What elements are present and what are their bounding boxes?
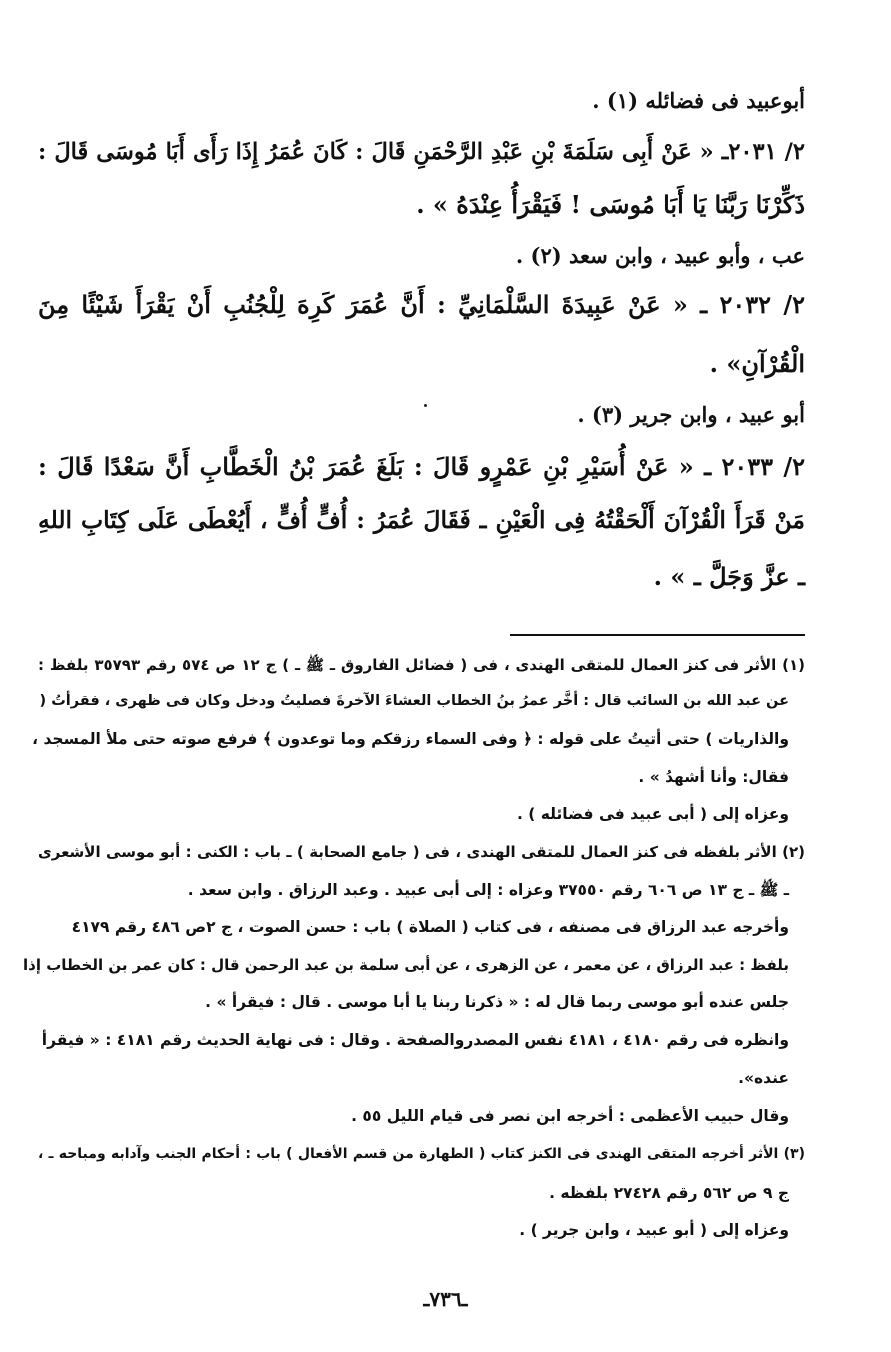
footnote-separator [510, 634, 805, 636]
footnote-1-line: والذاريات ) حتى أتيتُ على قوله : ﴿ وفى السماء رزقكم وما توعدون ﴾ فرفع صوته حتى ملأ المسجد ، [32, 730, 789, 748]
footnote-2-line: جلس عنده أبو موسى ربما قال له : « ذكرنا ربنا يا أبا موسى . قال : فيقرأ » . [205, 993, 789, 1011]
hadith-2033-line: ـ عزَّ وَجَلَّ ـ » . [653, 562, 805, 591]
main-text-line: أبو عبيد ، وابن جرير (٣) . [577, 402, 805, 427]
hadith-2031-line: ذَكِّرْنَا رَبَّنَا يَا أَبَا مُوسَى ! فَيَقْرَأُ عِنْدَهُ » . [416, 190, 805, 219]
footnote-2-line: وأخرجه عبد الرزاق فى مصنفه ، فى كتاب ( الصلاة ) باب : حسن الصوت ، ج ٢ص ٤٨٦ رقم ٤١٧٩ [71, 918, 789, 936]
footnote-2-line: وقال حبيب الأعظمى : أخرجه ابن نصر فى قيام الليل ٥٥ . [351, 1107, 789, 1125]
footnote-2-line: بلفظ : عبد الرزاق ، عن معمر ، عن الزهرى ، عن أبى سلمة بن عبد الرحمن قال : كان عمر بن الخطاب إذا [23, 956, 789, 974]
main-text-line: أبوعبيد فى فضائله (١) . [592, 88, 805, 113]
footnote-3-line: وعزاه إلى ( أبو عبيد ، وابن جرير ) . [519, 1221, 789, 1239]
footnote-3-line: ج ٩ ص ٥٦٢ رقم ٢٧٤٢٨ بلفظه . [549, 1184, 789, 1202]
page-number: ـ٧٣٦ـ [423, 1287, 468, 1311]
footnote-1-line: فقال: وأنا أشهدُ » . [638, 768, 789, 786]
footnote-1-line: وعزاه إلى ( أبى عبيد فى فضائله ) . [517, 805, 789, 823]
footnote-2-line: ـ ﷺ ـ ج ١٣ ص ٦٠٦ رقم ٣٧٥٥٠ وعزاه : إلى أبى عبيد . وعبد الرزاق . وابن سعد . [187, 881, 789, 899]
hadith-2032-line: ٢/ ٢٠٣٢ ـ « عَنْ عَبِيدَةَ السَّلْمَانِيِّ : أَنَّ عُمَرَ كَرِهَ لِلْجُنُبِ أَنْ يَقْرَأَ شَيْئًا مِنَ [38, 290, 805, 319]
footnote-2-line: عنده». [738, 1069, 789, 1087]
footnote-3-line: (٣) الأثر أخرجه المتقى الهندى فى الكنز كتاب ( الطهارة من قسم الأفعال ) باب : أحكام الجنب وآدابه ومباحه ـ ، [38, 1146, 805, 1162]
footnote-2-line: وانظره فى رقم ٤١٨٠ ، ٤١٨١ نفس المصدروالصفحة . وقال : فى نهاية الحديث رقم ٤١٨١ : « فيقرأ [41, 1031, 789, 1049]
footnote-2-line: (٢) الأثر بلفظه فى كنز العمال للمتقى الهندى ، فى ( جامع الصحابة ) ـ باب : الكنى : أبو موسى الأشعرى [38, 843, 805, 861]
stray-mark [424, 404, 427, 407]
footnote-1-line: عن عبد الله بن السائب قال : أخَّر عمرُ بنُ الخطاب العشاءَ الآخرةَ فصليتُ ودخل وكان فى ظهرى ، فقرأتُ ( [39, 693, 789, 709]
hadith-2033-line: مَنْ قَرَأَ الْقُرْآنَ أَلْحَقْتُهُ فِى الْعَيْنِ ـ فَقَالَ عُمَرُ : أُفٍّ أُفٍّ ، أَيُعْطَى عَلَى كِتَابِ اللهِ [38, 506, 805, 534]
hadith-2032-line: الْقُرْآنِ» . [709, 349, 805, 378]
footnote-1-line: (١) الأثر فى كنز العمال للمتقى الهندى ، فى ( فضائل الفاروق ـ ﷺ ـ ) ج ١٢ ص ٥٧٤ رقم ٣٥٧٩٣ بلفظ : [38, 656, 806, 674]
main-text-line: عب ، وأبو عبيد ، وابن سعد (٢) . [515, 243, 805, 268]
hadith-2031-line: ٢/ ٢٠٣١ـ « عَنْ أَبِى سَلَمَةَ بْنِ عَبْدِ الرَّحْمَنِ قَالَ : كَانَ عُمَرُ إِذَا رَأَى أَبَا مُوسَى قَالَ : [38, 139, 805, 165]
hadith-2033-line: ٢/ ٢٠٣٣ ـ « عَنْ أُسَيْرِ بْنِ عَمْرٍو قَالَ : بَلَغَ عُمَرَ بْنُ الْخَطَّابِ أَنَّ سَعْدًا قَالَ : [38, 452, 806, 481]
